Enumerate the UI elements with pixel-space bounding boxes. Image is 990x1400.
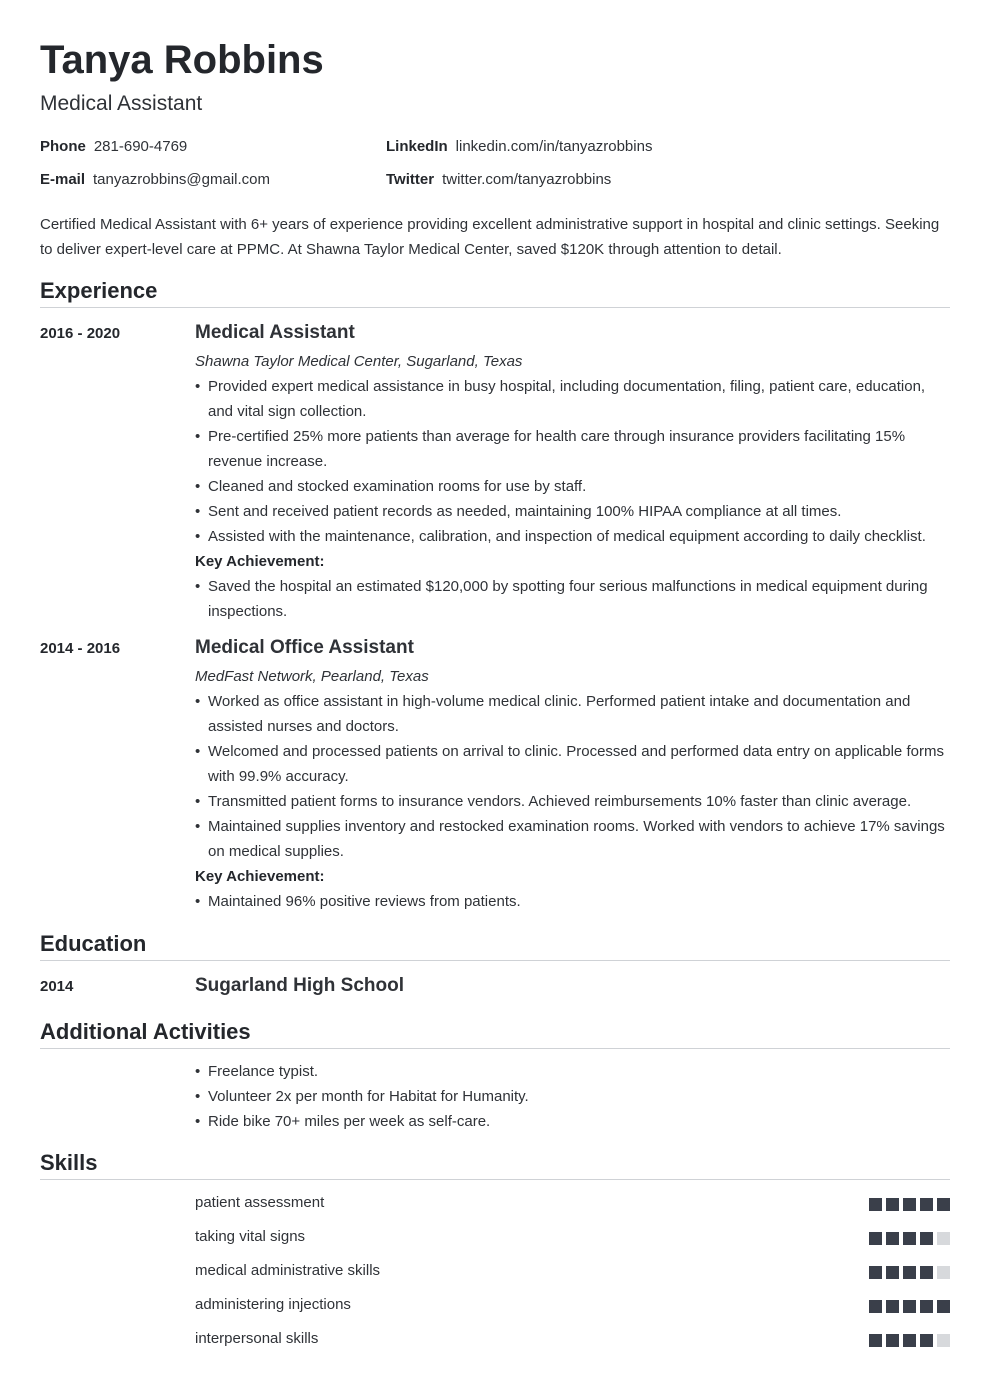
activity-item: • Freelance typist.	[195, 1059, 950, 1084]
skill-dot-empty	[937, 1266, 950, 1279]
skill-row	[195, 1295, 950, 1315]
job-dates: 2016 - 2020	[40, 325, 121, 342]
skill-dot-filled	[903, 1266, 916, 1279]
skill-dot-filled	[937, 1198, 950, 1211]
skill-dot-filled	[886, 1198, 899, 1211]
job-company: Shawna Taylor Medical Center, Sugarland, Texas	[195, 353, 523, 370]
contact-linkedin-value[interactable]: linkedin.com/in/tanyazrobbins	[455, 138, 653, 155]
skill-dot-filled	[903, 1232, 916, 1245]
skill-name: medical administrative skills	[195, 1262, 381, 1279]
skill-dot-filled	[920, 1232, 933, 1245]
skill-level-meter	[869, 1300, 950, 1313]
skill-dot-filled	[886, 1334, 899, 1347]
job-dates: 2014 - 2016	[40, 640, 121, 657]
skill-dot-filled	[920, 1300, 933, 1313]
job-company: MedFast Network, Pearland, Texas	[195, 668, 429, 685]
activity-item: • Volunteer 2x per month for Habitat for Humanity.	[195, 1084, 950, 1109]
contact-twitter-label: Twitter	[386, 171, 435, 188]
job-body	[195, 320, 950, 624]
job-bullet: • Transmitted patient forms to insurance vendors. Achieved reimbursements 10% faster than clinic average.	[195, 789, 950, 814]
education-heading: Education	[40, 931, 950, 961]
candidate-role: Medical Assistant	[40, 92, 203, 115]
experience-heading: Experience	[40, 278, 950, 308]
job-bullet: • Sent and received patient records as needed, maintaining 100% HIPAA compliance at all times.	[195, 499, 950, 524]
skill-name: taking vital signs	[195, 1228, 306, 1245]
key-achievement-label: Key Achievement:	[195, 868, 325, 885]
skill-name: administering injections	[195, 1296, 351, 1313]
skill-dot-filled	[886, 1232, 899, 1245]
skill-dot-filled	[869, 1198, 882, 1211]
job-bullet: • Worked as office assistant in high-volume medical clinic. Performed patient intake and documentation and assisted nurses and doctors.	[195, 689, 950, 739]
skill-name: patient assessment	[195, 1194, 325, 1211]
achievement-bullets	[195, 574, 950, 624]
profile-summary: Certified Medical Assistant with 6+ years of experience providing excellent administrative support in hospital and clinic settings. Seeking to deliver expert-level care at PPMC. At Shawna Taylor Medical Center, saved $120K through attention to detail.	[40, 216, 940, 258]
skill-row	[195, 1261, 950, 1281]
activities-heading: Additional Activities	[40, 1019, 950, 1049]
skill-dot-filled	[903, 1334, 916, 1347]
contact-email	[40, 170, 270, 190]
job-body	[195, 635, 950, 914]
contact-phone	[40, 137, 187, 157]
skill-row	[195, 1193, 950, 1213]
skill-dot-filled	[869, 1232, 882, 1245]
skill-row	[195, 1227, 950, 1247]
education-body	[195, 973, 950, 1002]
skill-dot-filled	[869, 1266, 882, 1279]
skill-level-meter	[869, 1232, 950, 1245]
skill-dot-filled	[920, 1198, 933, 1211]
achievement-bullets	[195, 889, 950, 914]
job-bullet: • Welcomed and processed patients on arrival to clinic. Processed and performed data entry on applicable forms with 99.9% accuracy.	[195, 739, 950, 789]
contact-twitter-value[interactable]: twitter.com/tanyazrobbins	[442, 171, 612, 188]
job-bullets	[195, 689, 950, 864]
skill-dot-filled	[920, 1266, 933, 1279]
job-title: Medical Office Assistant	[195, 637, 414, 658]
key-achievement-label: Key Achievement:	[195, 553, 325, 570]
skill-name: interpersonal skills	[195, 1330, 319, 1347]
achievement-bullet: • Maintained 96% positive reviews from patients.	[195, 889, 950, 914]
contact-email-value[interactable]: tanyazrobbins@gmail.com	[93, 171, 270, 188]
skill-dot-filled	[920, 1334, 933, 1347]
skill-dot-filled	[903, 1300, 916, 1313]
contact-email-label: E-mail	[40, 171, 86, 188]
job-bullet: • Maintained supplies inventory and restocked examination rooms. Worked with vendors to achieve 17% savings on medical supplies.	[195, 814, 950, 864]
skill-dot-empty	[937, 1334, 950, 1347]
activities-body	[195, 1059, 950, 1134]
achievement-bullet: • Saved the hospital an estimated $120,000 by spotting four serious malfunctions in medical equipment during inspections.	[195, 574, 950, 624]
job-bullet: • Cleaned and stocked examination rooms for use by staff.	[195, 474, 950, 499]
skill-level-meter	[869, 1198, 950, 1211]
job-bullet: • Pre-certified 25% more patients than average for health care through insurance providers facilitating 15% revenue increase.	[195, 424, 950, 474]
candidate-name: Tanya Robbins	[40, 38, 324, 82]
education-school: Sugarland High School	[195, 975, 405, 996]
skill-dot-filled	[869, 1300, 882, 1313]
skill-dot-filled	[903, 1198, 916, 1211]
job-title: Medical Assistant	[195, 322, 355, 343]
job-bullet: • Provided expert medical assistance in busy hospital, including documentation, filing, patient care, education, and vital sign collection.	[195, 374, 950, 424]
contact-linkedin-label: LinkedIn	[386, 138, 448, 155]
skill-dot-filled	[886, 1300, 899, 1313]
skill-row	[195, 1329, 950, 1349]
skills-heading: Skills	[40, 1150, 950, 1180]
job-bullets	[195, 374, 950, 549]
skill-level-meter	[869, 1266, 950, 1279]
skill-dot-empty	[937, 1232, 950, 1245]
skill-dot-filled	[937, 1300, 950, 1313]
activities-list	[195, 1059, 950, 1134]
contact-phone-value[interactable]: 281-690-4769	[93, 138, 188, 155]
skill-level-meter	[869, 1334, 950, 1347]
job-bullet: • Assisted with the maintenance, calibration, and inspection of medical equipment according to daily checklist.	[195, 524, 950, 549]
skill-dot-filled	[886, 1266, 899, 1279]
skill-dot-filled	[869, 1334, 882, 1347]
education-year: 2014	[40, 978, 74, 995]
activity-item: • Ride bike 70+ miles per week as self-care.	[195, 1109, 950, 1134]
contact-phone-label: Phone	[40, 138, 86, 155]
contact-linkedin	[386, 137, 652, 157]
contact-twitter	[386, 170, 611, 190]
